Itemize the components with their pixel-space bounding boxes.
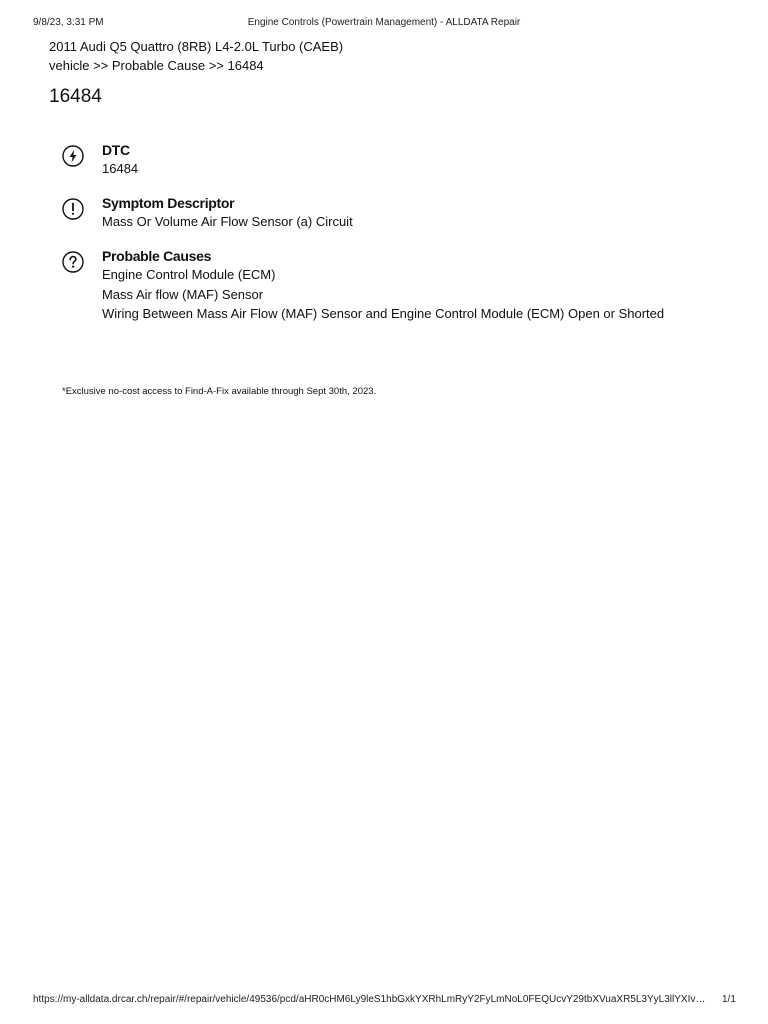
print-footer-url: https://my-alldata.drcar.ch/repair/#/repair/vehicle/49536/pcd/aHR0cHM6Ly9leS1hbGxkYXRhLmRyY2FyLmNoL0FEQUcvY29tbXVuaXR5L3YyL3llYXIv… bbox=[33, 994, 706, 1005]
print-page-title: Engine Controls (Powertrain Management) - ALLDATA Repair bbox=[247, 17, 521, 28]
page-title: 16484 bbox=[49, 86, 102, 107]
question-mark-icon bbox=[62, 251, 84, 273]
symptom-label: Symptom Descriptor bbox=[102, 195, 235, 211]
lightning-bolt-icon bbox=[62, 145, 84, 167]
dtc-value: 16484 bbox=[102, 161, 139, 176]
find-a-fix-note: *Exclusive no-cost access to Find-A-Fix available through Sept 30th, 2023. bbox=[62, 386, 377, 397]
exclamation-icon bbox=[62, 198, 84, 220]
breadcrumb[interactable]: vehicle >> Probable Cause >> 16484 bbox=[49, 58, 264, 73]
cause-item: Engine Control Module (ECM) bbox=[102, 267, 276, 282]
probable-causes-label: Probable Causes bbox=[102, 248, 212, 264]
print-datetime: 9/8/23, 3:31 PM bbox=[33, 17, 104, 28]
dtc-label: DTC bbox=[102, 142, 130, 158]
print-page-number: 1/1 bbox=[722, 994, 736, 1005]
cause-item: Mass Air flow (MAF) Sensor bbox=[102, 286, 264, 302]
vehicle-title: 2011 Audi Q5 Quattro (8RB) L4-2.0L Turbo (CAEB) bbox=[49, 39, 344, 54]
cause-item: Wiring Between Mass Air Flow (MAF) Sensor and Engine Control Module (ECM) Open or Shorted bbox=[102, 306, 665, 321]
symptom-value: Mass Or Volume Air Flow Sensor (a) Circuit bbox=[102, 214, 353, 229]
print-header bbox=[0, 0, 768, 28]
